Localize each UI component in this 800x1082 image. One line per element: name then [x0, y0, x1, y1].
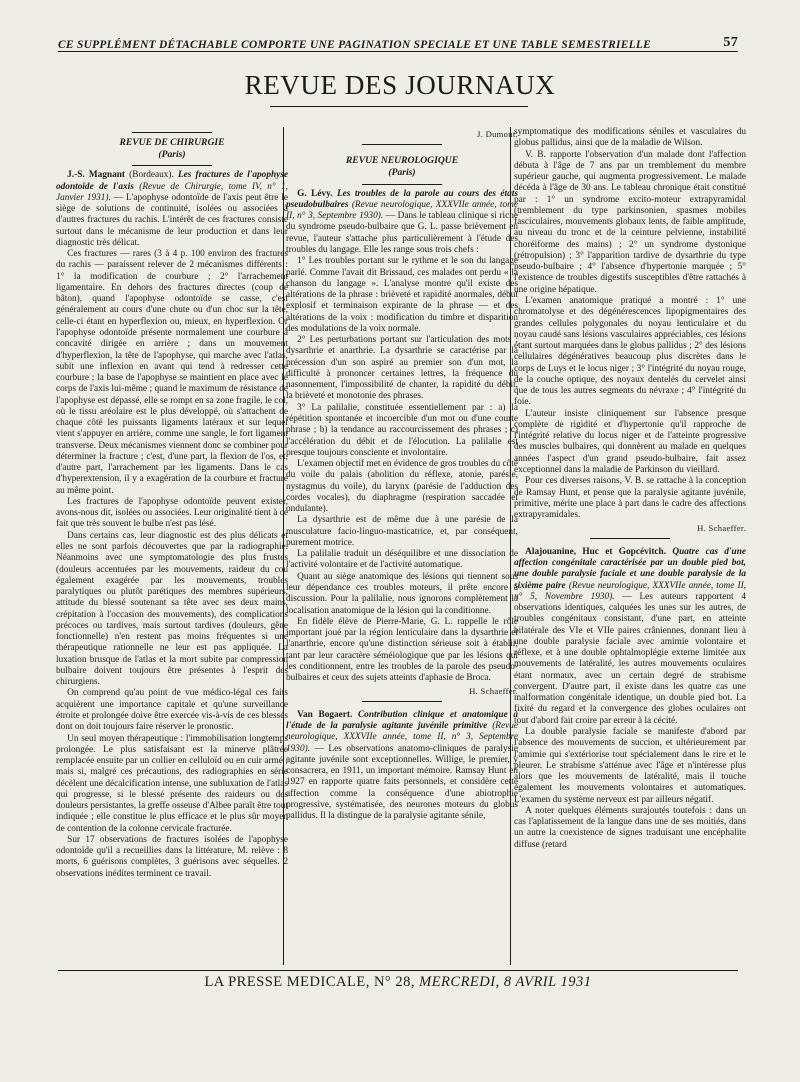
paragraph: La palilalie traduit un déséquilibre et une dissociation de l'activité volontaire et de l'activité automatique.: [286, 549, 518, 571]
footer-date: MERCREDI, 8 AVRIL 1931: [419, 974, 592, 990]
article-source: (Revue neurologique, XXXVIIe année, tome II, n° 3, Septembre 1930).: [286, 721, 518, 754]
paragraph: 3° La palilalie, constituée essentiellement par : a) la répétition spontanée et incoercible d'un mot ou d'une courte phrase ; b) la tendance au raccourcissement des phrases ; c) l'accélération du débit et de l'élocution. La palilalie est presque toujours consciente et involontaire.: [286, 402, 518, 458]
paragraph: Dans certains cas, leur diagnostic est des plus délicats et elles ne sont parfois découvertes que par la radiographie. Néanmoins avec une symptomatologie des plus frustes (douleurs accentuées par les mouvements, raideur du cou également exagérée par les mouvements, troubles paralytiques ou plutôt parétiques des membres supérieurs, attitude du blessé soutenant sa tête avec ses deux mains, crépitation à l'occasion des mouvements), des complications précoces ou tardives, mais surtout tardives (douleurs, gêne fonctionnelle) n'en restent pas moins fréquentes si une thérapeutique rationnelle ne leur est pas appliquée. La luxation brusque de l'atlas et la mort subite par compression bulbaire doivent toujours être présentes à l'esprit des chirurgiens.: [56, 530, 288, 688]
paragraph: On comprend qu'au point de vue médico-légal ces faits acquièrent une importance capitale et qu'une surveillance étroite et prolongée doive être exercée vis-à-vis de ces blessés dont on doit toujours faire réserver le pronostic.: [56, 688, 288, 733]
running-header: [58, 27, 738, 52]
signature: H. Schaeffer.: [469, 686, 518, 697]
article-title: Les troubles de la parole au cours des états pseudobulbaires: [286, 188, 518, 210]
article-author: J.-S. Magnant: [67, 170, 126, 181]
column-2: [286, 127, 518, 965]
paragraph: Un seul moyen thérapeutique : l'immobilisation longtemps prolongée. Le plus satisfaisant est la minerve plâtrée remplacée ensuite par un collier en celluloïd ou en cuir armé ; mais si, malgré ces précautions, des radiographies en série décèlent une décalcification intense, une subluxation de l'atlas qui progresse, si le blessé présente des raideurs ou des douleurs persistantes, la greffe osseuse d'Albee paraît être tout indiquée ; elle constitue le plus efficace et le plus sûr moyen de contention de la colonne cervicale fracturée.: [56, 733, 288, 834]
section-rule: [132, 165, 212, 166]
section-rule: [132, 132, 212, 133]
section-rule: [362, 701, 442, 702]
article-source: (Revue de Chirurgie, tome IV, n° 1, Janvier 1931).: [56, 181, 288, 203]
paragraph: A noter quelques éléments surajoutés toutefois : dans un cas l'aplatissement de la langue dans une de ses moitiés, dans un autre la coexistence de signes traduisant une encéphalite diffuse (retard: [514, 805, 746, 850]
paragraph: L'auteur insiste cliniquement sur l'absence presque complète de rigidité et d'hypertonie qu'il rapproche de l'intégrité relative du locus niger et de l'atteinte progressive des muscles bulbaires, qui donnèrent au malade en quelques années l'aspect d'un grand pseudo-bulbaire, fait assez exceptionnel dans la maladie de Parkinson du vieillard.: [514, 408, 746, 475]
page-number: 57: [723, 35, 738, 50]
article-source: (Revue neurologique, XXXVIIe année, tome II, n° 5, Novembre 1930).: [514, 580, 746, 602]
page-title: REVUE DES JOURNAUX: [244, 70, 556, 100]
section-place: (Paris): [388, 167, 416, 179]
signature: H. Schaeffer.: [697, 523, 746, 534]
footer-journal: LA PRESSE MEDICALE, N° 28,: [204, 974, 415, 990]
paragraph: 1° Les troubles portant sur le rythme et le son du langage parlé. Comme l'avait dit Brissaud, ces malades ont perdu « la chanson du langage ». L'analyse montre qu'il existe des altérations de la phrase : brièveté et rapidité anormales, début explosif et terminaison expirante de la phrase — et des altérations de la voix : modification du timbre et disparition des modulations de la voix normale.: [286, 256, 518, 334]
article-head: [286, 710, 518, 823]
section-place: (Paris): [158, 148, 186, 160]
article-author: Alajouanine, Huc et Gopcévitch.: [525, 546, 667, 557]
column-3: [514, 127, 746, 965]
paragraph: L'examen objectif met en évidence de gros troubles du côté du voile du palais (abolition du réflexe, atonie, parésie, nystagmus du voile), du larynx (parésie de l'adduction des cordes vocales), du diaphragme (respiration saccadée et ondulante).: [286, 459, 518, 515]
article-title: Contribution clinique et anatomique à l'étude de la paralysie agitante juvénile primitive: [286, 709, 518, 732]
paragraph: V. B. rapporte l'observation d'un malade dont l'affection débuta à l'âge de 7 ans par un tremblement du membre supérieur gauche, qui augmenta progressivement. Le malade décéda à l'âge de 30 ans. Le tableau chronique était constitué par : 1° un syndrome excito-moteur extrapyramidal (tremblement du type parkinsonien, spasmes mobiles fasciculaires, mouvements globaux lents, de faible amplitude, au niveau du tronc et de la ceinture pelvienne, instabilité choréiforme des mains) ; 2° un syndrome dystonique (rétropulsion) ; 3° l'apparition tardive de dysarthrie du type pseudo-bulbaire ; 4° l'absence d'hypertonie marquée ; 5° l'existence de troubles digestifs susceptibles d'être rattachés à une origine hépatique.: [514, 149, 746, 295]
running-header-text: CE SUPPLÉMENT DÉTACHABLE COMPORTE UNE PAGINATION SPECIALE ET UNE TABLE SEMESTRIELLE: [58, 39, 652, 51]
section-rule: [590, 538, 670, 539]
section-rule: [362, 184, 442, 185]
paragraph: La dysarthrie est de même due à une parésie de la musculature facio-linguo-masticatrice, et, par conséquent, purement motrice.: [286, 515, 518, 548]
section-title: REVUE DE CHIRURGIE: [119, 137, 225, 148]
paragraph: Quant au siège anatomique des lésions qui tiennent sous leur dépendance ces troubles moteurs, il prête encore à discussion. Pour la palilalie, nous ignorons complètement la localisation anatomique de la lésion qui la conditionne.: [286, 571, 518, 616]
paragraph: symptomatique des modifications séniles et vasculaires du globus pallidus, ainsi que de la maladie de Wilson.: [514, 127, 746, 149]
paragraph: Ces fractures — rares (3 à 4 p. 100 environ des fractures du rachis — paraissent relever de 2 mécanismes différents : 1° la modification de courbure ; 2° l'arrachement ligamentaire. En dehors des fractures directes (coup de bâton), quand l'apophyse odontoïde se casse, c'est généralement au cours d'une chute ou d'un choc sur la tête, celle-ci étant en hyperflexion ou, mieux, en hyperflexion. Or l'apophyse odontoïde présente normalement une courbure à concavité dirigée en arrière ; dans un mouvement d'hyperflexion, la tête de l'apophyse, qui marche avec l'atlas, subit une inflexion en avant qui tend à redresser cette courbure ; la base de l'apophyse se maintient en place avec le corps de l'axis lui-même ; quand le maximum de résistance de l'apophyse est dépassé, elle se rompt en sa zone fragile, le col, où le tissu aréolaire est le plus développé, où s'attachent de chaque côté les puissants ligaments latéraux et sur lequel vient s'appuyer en arrière, comme une sangle, le fort ligament transverse. Deux mécanismes viennent donc se combiner pour déterminer la fracture ; c'est, d'une part, la flexion de l'os, et, d'autre part, l'arrachement par les ligaments. Dans le cas d'hyperextension, il y a exagération de la courbure et fracture au même point.: [56, 249, 288, 496]
signature: J. Dumont.: [477, 129, 518, 139]
paragraph: 2° Les perturbations portant sur l'articulation des mots : dysarthrie et anarthrie. La dysarthrie se caractérise par la précession d'un son aspiré au premier son d'un mot, la difficulté à prononcer certaines lettres, la fréquence du nasonnement, l'impossibilité de chanter, la rapidité du débit, la brièveté et monotonie des phrases.: [286, 335, 518, 402]
page-footer: [58, 970, 738, 991]
title-rule: [270, 106, 528, 107]
article-author: Van Bogaert.: [297, 709, 353, 720]
paragraph: En fidèle élève de Pierre-Marie, G. L. rappelle le rôle important joué par la région lenticulaire dans la dysarthrie et l'anarthrie, encore qu'une distinction sérieuse soit à établir, tant par leur caractère séméiologique que par les lésions qui les conditionnent, entre les troubles de la parole des pseudo-bulbaires et ceux des sujets atteints d'aphasie de Broca.: [286, 616, 518, 684]
section-title: REVUE NEUROLOGIQUE: [345, 155, 459, 167]
article-source: (Revue neurologique, XXXVIIe année, tome II, n° 3, Septembre 1930).: [286, 199, 518, 222]
section-rule: [362, 144, 442, 145]
article-title: Les fractures de l'apophyse odontoïde de l'axis: [56, 170, 288, 192]
paragraph: — Dans le tableau clinique si riche du syndrome pseudo-bulbaire que G. L. passe brièvement en revue, l'auteur s'attache plus particulièrement à l'étude des troubles du langage. Elle les range sous trois chefs :: [286, 211, 518, 255]
column-1: [56, 127, 288, 965]
article-head: [514, 547, 746, 727]
article-head: [56, 170, 288, 249]
article-head: [286, 189, 518, 257]
article-author-note: (Bordeaux).: [129, 170, 174, 181]
paragraph: L'examen anatomique pratiqué a montré : 1° une chromatolyse et des dégénérescences lipopigmentaires des grandes cellules polygonales du noyau lenticulaire et du noyau caudé sans lésions vasculaires appréciables, ces lésions étant surtout marquées dans le globus pallidus ; 2° des lésions cellulaires dégénératives beaucoup plus discrètes dans le corps de Luys et le locus niger ; 3° l'intégrité du noyau rouge, de la couche optique, des noyaux dentelés du cervelet ainsi que de tous les autres segments du névraxe ; 4° l'intégrité du foie.: [514, 295, 746, 408]
paragraph: La double paralysie faciale se manifeste d'abord par l'absence des mouvements de succion, et ultérieurement par l'amimie qui s'extériorise tout spécialement dans le rire et le pleurer. Le strabisme s'atténue avec l'âge et n'intéresse plus alors que les mouvements de latéralité, mais il touche également les mouvements volontaires et automatiques. L'examen du système nerveux est par ailleurs négatif.: [514, 726, 746, 805]
paragraph: — L'apophyse odontoïde de l'axis peut être le siège de solutions de continuité, isolées ou associées à d'autres fractures du rachis. L'intérêt de ces fractures consiste surtout dans le mécanisme de leur production et dans leur diagnostic très délicat.: [56, 192, 288, 248]
paragraph: — Les auteurs rapportent 4 observations identiques, calquées les unes sur les autres, de troubles congénitaux consistant, d'une part, en atteinte bilatérale des VIe et VIIe paires crâniennes, donnant lieu à une double paralysie faciale avec amimie volontaire et réflexe, et à une double ophtalmoplégie externe limitée aux mouvements de latéralité, les autres mouvements oculaires étant normaux, avec un certain degré de strabisme convergent. D'autre part, il existe dans les quatre cas une malformation congénitale identique, un double pied bot. La fixité du regard et la convergence des globes oculaires ont tout d'abord fait croire par erreur à la cécité.: [514, 591, 746, 726]
paragraph: — Les observations anatomo-cliniques de paralysie agitante juvénile sont exceptionnelles. Willige, le premier, y consacrera, en 1911, un important mémoire. Ramsay Hunt en 1927 en rapporte quatre faits personnels, et considère cette affection comme la conséquence d'une abiotrophie progressive, systématisée, des neurones moteurs du globus pallidus. Il la distingue de la paralysie agitante sénile,: [286, 743, 518, 822]
article-title: Quatre cas d'une affection congénitale caractérisée par un double pied bot, une double paralysie faciale et une double paralysie de la sixième paire: [514, 546, 746, 591]
paragraph: Sur 17 observations de fractures isolées de l'apophyse odontoïde qu'il a recueillies dans la littérature, M. relève : 8 morts, 6 guérisons complètes, 3 guérisons avec séquelles. 2 observations inédites terminent ce travail.: [56, 834, 288, 879]
paragraph: Pour ces diverses raisons, V. B. se rattache à la conception de Ramsay Hunt, et pense que la paralysie agitante juvénile, primitive, mérite une place à part dans le cadre des affections extrapyramidales.: [514, 476, 746, 521]
paragraph: Les fractures de l'apophyse odontoïde peuvent exister, avons-nous dit, isolées ou associées. Leur originalité tient à ce fait que très souvent le bulbe n'est pas lésé.: [56, 496, 288, 530]
article-author: G. Lévy.: [297, 188, 333, 199]
